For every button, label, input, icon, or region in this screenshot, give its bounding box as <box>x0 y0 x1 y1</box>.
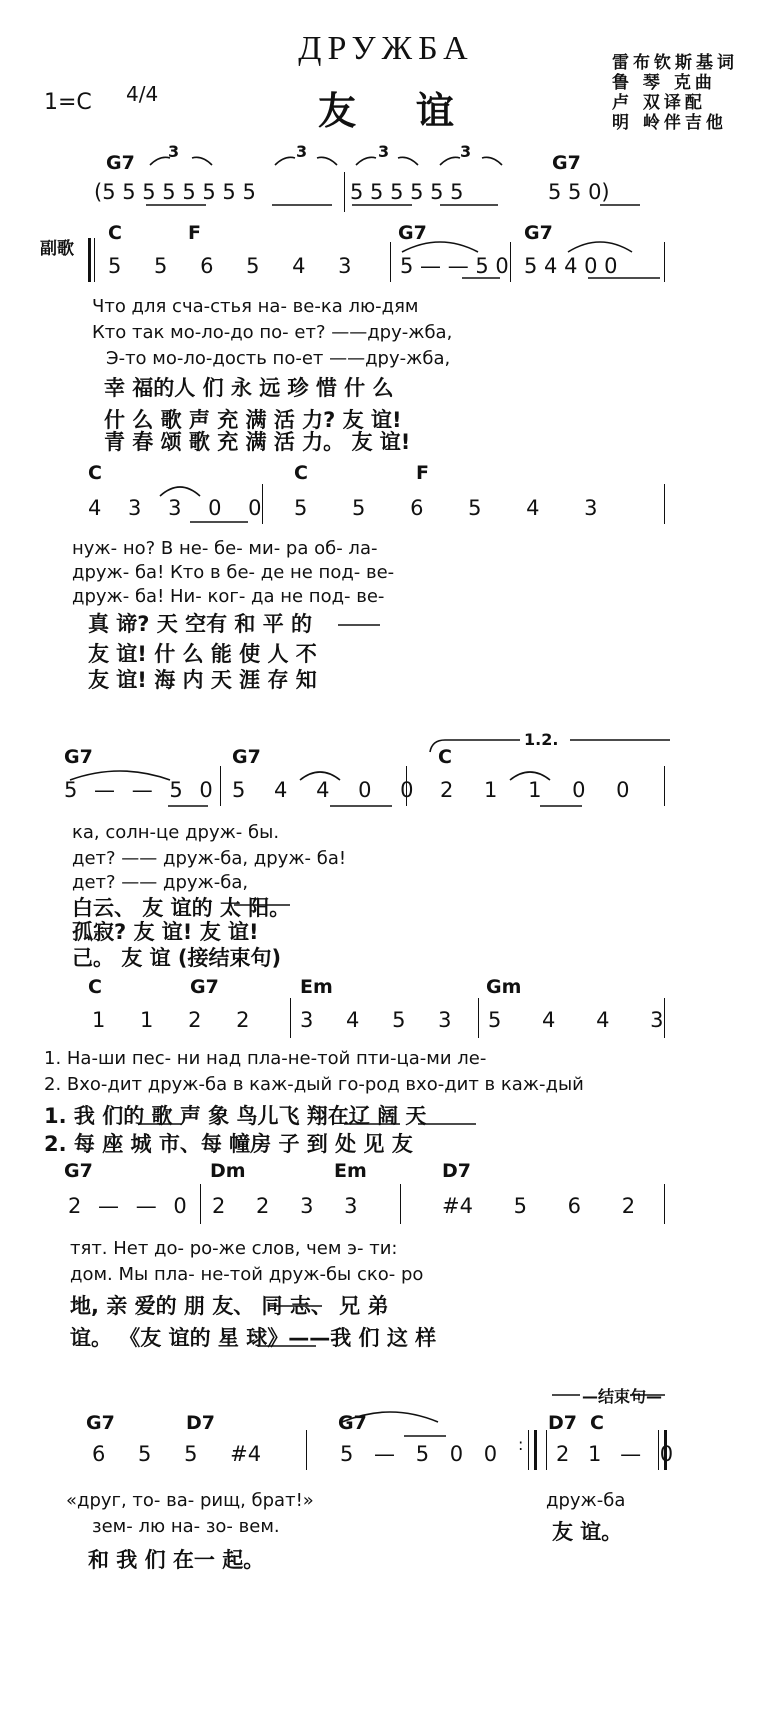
note-group: 5 5 5 5 5 5 <box>350 180 464 204</box>
note-group: 5 5 6 5 4 3 <box>294 496 598 520</box>
chord-symbol: G7 <box>64 746 93 768</box>
lyric-line-ru: Кто так мо-ло-до по- ет? ——дру-жба, <box>92 322 453 343</box>
bar-line <box>664 998 665 1038</box>
note-group: 5 — — 5 0 <box>64 778 213 802</box>
chord-symbol: D7 <box>442 1160 471 1182</box>
lyric-line-ru: друж- ба! Кто в бе- де не под- ве- <box>72 562 395 583</box>
triplet-mark: 3 <box>168 142 180 161</box>
bar-line <box>546 1430 547 1470</box>
bar-line <box>200 1184 201 1224</box>
chord-symbol: Em <box>300 976 333 998</box>
chord-symbol: G7 <box>338 1412 367 1434</box>
lyric-line-ru: друж-ба <box>546 1490 626 1511</box>
note-group: 4 3 3 0 0 <box>88 496 262 520</box>
chord-symbol: G7 <box>190 976 219 998</box>
note-group: 2 — — 0 <box>68 1194 187 1218</box>
repeat-end-bar <box>528 1430 529 1470</box>
final-bar <box>658 1430 659 1470</box>
bar-line <box>390 242 391 282</box>
chord-symbol: Dm <box>210 1160 246 1182</box>
repeat-start-bar <box>94 238 95 282</box>
note-group: 6 5 5 #4 <box>92 1442 262 1466</box>
chord-symbol: G7 <box>106 152 135 174</box>
repeat-start-bar <box>88 238 91 282</box>
note-group: (5 5 5 5 5 5 5 5 <box>94 180 256 204</box>
lyric-line-ru: нуж- но? В не- бе- ми- ра об- ла- <box>72 538 378 559</box>
repeat-dots: : <box>518 1435 524 1454</box>
lyric-line-ru: тят. Нет до- ро-же слов, чем э- ти: <box>70 1238 398 1259</box>
lyric-line-zh: 1. 我 们的 歌 声 象 鸟儿飞 翔在辽 阔 天 <box>44 1104 427 1128</box>
note-group: 1 1 2 2 <box>92 1008 250 1032</box>
chord-symbol: C <box>88 976 102 998</box>
chord-symbol: G7 <box>398 222 427 244</box>
triplet-mark: 3 <box>378 142 390 161</box>
bar-line <box>290 998 291 1038</box>
lyric-line-zh: 什 么 歌 声 充 满 活 力? 友 谊! <box>104 408 402 432</box>
note-group: #4 5 6 2 <box>442 1194 636 1218</box>
credit-line: 雷布钦斯基词 <box>612 53 738 73</box>
chord-symbol: C <box>88 462 102 484</box>
volta-label: 1.2. <box>524 730 559 749</box>
lyric-line-ru: 1. На-ши пес- ни над пла-не-той пти-ца-ми ле- <box>44 1048 487 1069</box>
chord-symbol: Gm <box>486 976 522 998</box>
bar-line <box>220 766 221 806</box>
bar-line <box>510 242 511 282</box>
chord-symbol: D7 <box>548 1412 577 1434</box>
lyric-line-ru: друж- ба! Ни- ког- да не под- ве- <box>72 586 385 607</box>
bar-line <box>664 242 665 282</box>
bar-line <box>306 1430 307 1470</box>
note-group: 2 1 — 0 <box>556 1442 674 1466</box>
lyric-line-ru: «друг, то- ва- рищ, брат!» <box>66 1490 314 1511</box>
key-signature: 1=C <box>44 90 92 115</box>
lyric-line-ru: дет? —— друж-ба, <box>72 872 249 893</box>
chord-symbol: G7 <box>64 1160 93 1182</box>
time-signature: 4/4 <box>126 82 159 106</box>
chord-symbol: G7 <box>232 746 261 768</box>
note-group: 5 4 4 3 <box>488 1008 664 1032</box>
note-group: 5 4 4 0 0 <box>232 778 414 802</box>
chord-symbol: Em <box>334 1160 367 1182</box>
bar-line <box>664 1184 665 1224</box>
note-group: 5 5 0) <box>548 180 610 204</box>
note-group: 5 — 5 0 0 <box>340 1442 498 1466</box>
lyric-line-zh: 友 谊! 什 么 能 使 人 不 <box>88 642 317 666</box>
triplet-mark: 3 <box>296 142 308 161</box>
lyric-line-ru: зем- лю на- зо- вем. <box>92 1516 280 1537</box>
credit-line: 卢 双译配 <box>612 93 706 113</box>
triplet-mark: 3 <box>460 142 472 161</box>
note-group: 3 4 5 3 <box>300 1008 452 1032</box>
chord-symbol: C <box>438 746 452 768</box>
lyric-line-ru: ка, солн-це друж- бы. <box>72 822 280 843</box>
note-group: 5 5 6 5 4 3 <box>108 254 352 278</box>
bar-line <box>478 998 479 1038</box>
refrain-label: 副歌 <box>40 239 74 259</box>
triplet-brackets <box>150 157 502 165</box>
lyric-line-zh: 孤寂? 友 谊! 友 谊! <box>72 920 259 944</box>
bar-line <box>344 172 345 212</box>
lyric-line-ru: дом. Мы пла- не-той друж-бы ско- ро <box>70 1264 424 1285</box>
lyric-line-ru: дет? —— друж-ба, друж- ба! <box>72 848 347 869</box>
chord-symbol: C <box>294 462 308 484</box>
lyric-line-ru: Э-то мо-ло-дость по-ет ——дру-жба, <box>106 348 451 369</box>
lyric-line-zh: 2. 每 座 城 市、每 幢房 子 到 处 见 友 <box>44 1132 413 1156</box>
chord-symbol: F <box>416 462 429 484</box>
lyric-line-ru: Что для сча-стья на- ве-ка лю-дям <box>92 296 419 317</box>
chord-symbol: G7 <box>552 152 581 174</box>
lyric-line-zh: 和 我 们 在一 起。 <box>88 1548 265 1572</box>
lyric-line-zh: 友 谊。 <box>552 1520 623 1544</box>
final-bar <box>664 1430 667 1470</box>
lyric-line-zh: 幸 福的人 们 永 远 珍 惜 什 么 <box>104 376 394 400</box>
lyric-line-zh: 己。 友 谊 (接结束句) <box>72 946 282 970</box>
note-group: 5 — — 5 0 <box>400 254 509 278</box>
credit-line: 明 岭伴吉他 <box>612 113 727 133</box>
bar-line <box>262 484 263 524</box>
bar-line <box>664 766 665 806</box>
lyric-line-zh: 友 谊! 海 内 天 涯 存 知 <box>88 668 317 692</box>
chord-symbol: G7 <box>86 1412 115 1434</box>
repeat-end-bar <box>534 1430 537 1470</box>
lyric-line-zh: 谊。 《友 谊的 星 球》——我 们 这 样 <box>70 1326 437 1350</box>
bar-line <box>400 1184 401 1224</box>
bar-line <box>664 484 665 524</box>
chord-symbol: C <box>590 1412 604 1434</box>
credit-line: 鲁 琴 克曲 <box>612 73 716 93</box>
title-chinese: 友谊 <box>317 89 514 133</box>
lyric-line-zh: 白云、 友 谊的 太 阳。 <box>72 896 291 920</box>
lyric-line-zh: 地, 亲 爱的 朋 友、 同 志、 兄 弟 <box>70 1294 389 1318</box>
lyric-line-ru: 2. Вхо-дит друж-ба в каж-дый го-род вхо-дит в каж-дый <box>44 1074 584 1095</box>
title-russian: ДРУЖБА <box>298 30 474 67</box>
note-group: 2 2 3 3 <box>212 1194 358 1218</box>
chord-symbol: C <box>108 222 122 244</box>
chord-symbol: F <box>188 222 201 244</box>
lyric-line-zh: 青 春 颂 歌 充 满 活 力。 友 谊! <box>104 430 411 454</box>
ending-label: —结束句— <box>582 1387 663 1406</box>
bar-line <box>406 766 407 806</box>
note-group: 5 4 4 0 0 <box>524 254 618 278</box>
lyric-line-zh: 真 谛? 天 空有 和 平 的 <box>88 612 313 636</box>
chord-symbol: D7 <box>186 1412 215 1434</box>
chord-symbol: G7 <box>524 222 553 244</box>
note-group: 2 1 1 0 0 <box>440 778 630 802</box>
